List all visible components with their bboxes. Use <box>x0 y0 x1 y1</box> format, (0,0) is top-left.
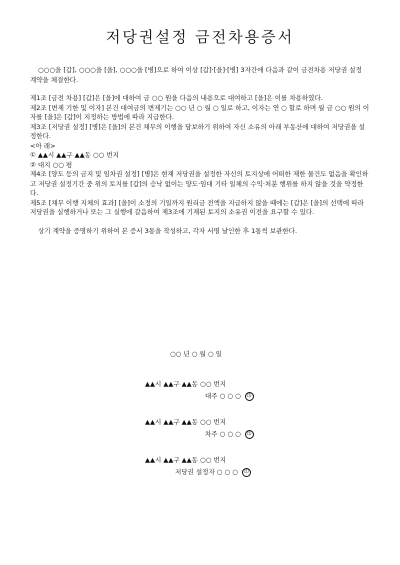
seal-icon: 印 <box>242 468 251 477</box>
closing-paragraph: 상기 계약을 증명하기 위하여 본 증서 3통을 작성하고, 각자 서명 날인한 후 1통씩 보관한다. <box>38 226 298 235</box>
party-3-name-text: 저당권 설정자 ○ ○ ○ <box>175 468 238 476</box>
seal-icon: 印 <box>245 430 254 439</box>
annex-item-1: ① ▲▲시 ▲▲구 ▲▲동 ○○ 번지 <box>30 151 119 159</box>
party-3-address: ▲▲시 ▲▲구 ▲▲동 ○○ 번지 <box>145 456 226 464</box>
article-3: 제3조 [저당권 설정] [병]은 [을]의 본건 채무의 이행을 담보하기 위하여 자신 소유의 아래 부동산에 대하여 저당권을 설정한다. <box>30 122 365 140</box>
party-1-address: ▲▲시 ▲▲구 ▲▲동 ○○ 번지 <box>145 380 226 388</box>
document-title: 저당권설정 금전차용증서 <box>105 28 295 46</box>
party-3-name <box>175 466 251 478</box>
party-2-address: ▲▲시 ▲▲구 ▲▲동 ○○ 번지 <box>145 418 226 426</box>
party-1-name-text: 대주 ○ ○ ○ <box>205 392 241 400</box>
article-4: 제4조 [양도 등의 금지 및 임차권 설정] [병]은 현재 저당권을 설정한 자신의 토지상에 어떠한 제한 물건도 없음을 확인하고 저당권 설정기간 중 위의 토지를 [갑]의 승낙 없이는 양도·임대 기타 일체의 수익·처분 행위를 하지 않을 것을 약정한다. <box>30 170 369 197</box>
intro-paragraph: ○○○을 [갑], ○○○을 [을], ○○○을 [병]으로 하여 이상 [갑]·[을]·[병] 3자간에 다음과 같이 금전차용 저당권 설정 계약을 체결한다. <box>30 66 362 84</box>
article-2: 제2조 [변제 기한 및 이자] 본건 대여금의 변제기는 ○○ 년 ○ 월 ○ 일로 하고, 이자는 연 ○ 할로 하며 월 금 ○○ 원의 이자를 [을]은 [갑]이 지정하는 방법에 따라 지급한다. <box>30 103 370 121</box>
party-2-name <box>205 428 254 440</box>
article-5: 제5조 [채무 이행 지체의 효과] [을]이 소정의 기일까지 원리금 전액을 지급하지 않을 때에는 [갑]은 [을]의 선택에 따라 저당권을 실행하거나 또는 그 실행에 갈음하여 제3조에 기재된 토지의 소유권 이전을 요구할 수 있다. <box>30 198 364 216</box>
seal-icon: 印 <box>245 392 254 401</box>
party-1-name <box>205 390 254 402</box>
party-2-name-text: 차주 ○ ○ ○ <box>205 430 241 438</box>
document-body <box>30 66 370 236</box>
annex-heading: <아 래> <box>30 141 56 150</box>
contract-date: ○○ 년 ○ 월 ○ 일 <box>170 350 222 358</box>
article-1: 제1조 [금전 차용] [갑]은 [을]에 대하여 금 ○○ 원을 다음의 내용으로 대여하고 [을]은 이를 차용하였다. <box>30 94 323 102</box>
annex-item-2: ② 대지 ○○ 평 <box>30 160 73 169</box>
